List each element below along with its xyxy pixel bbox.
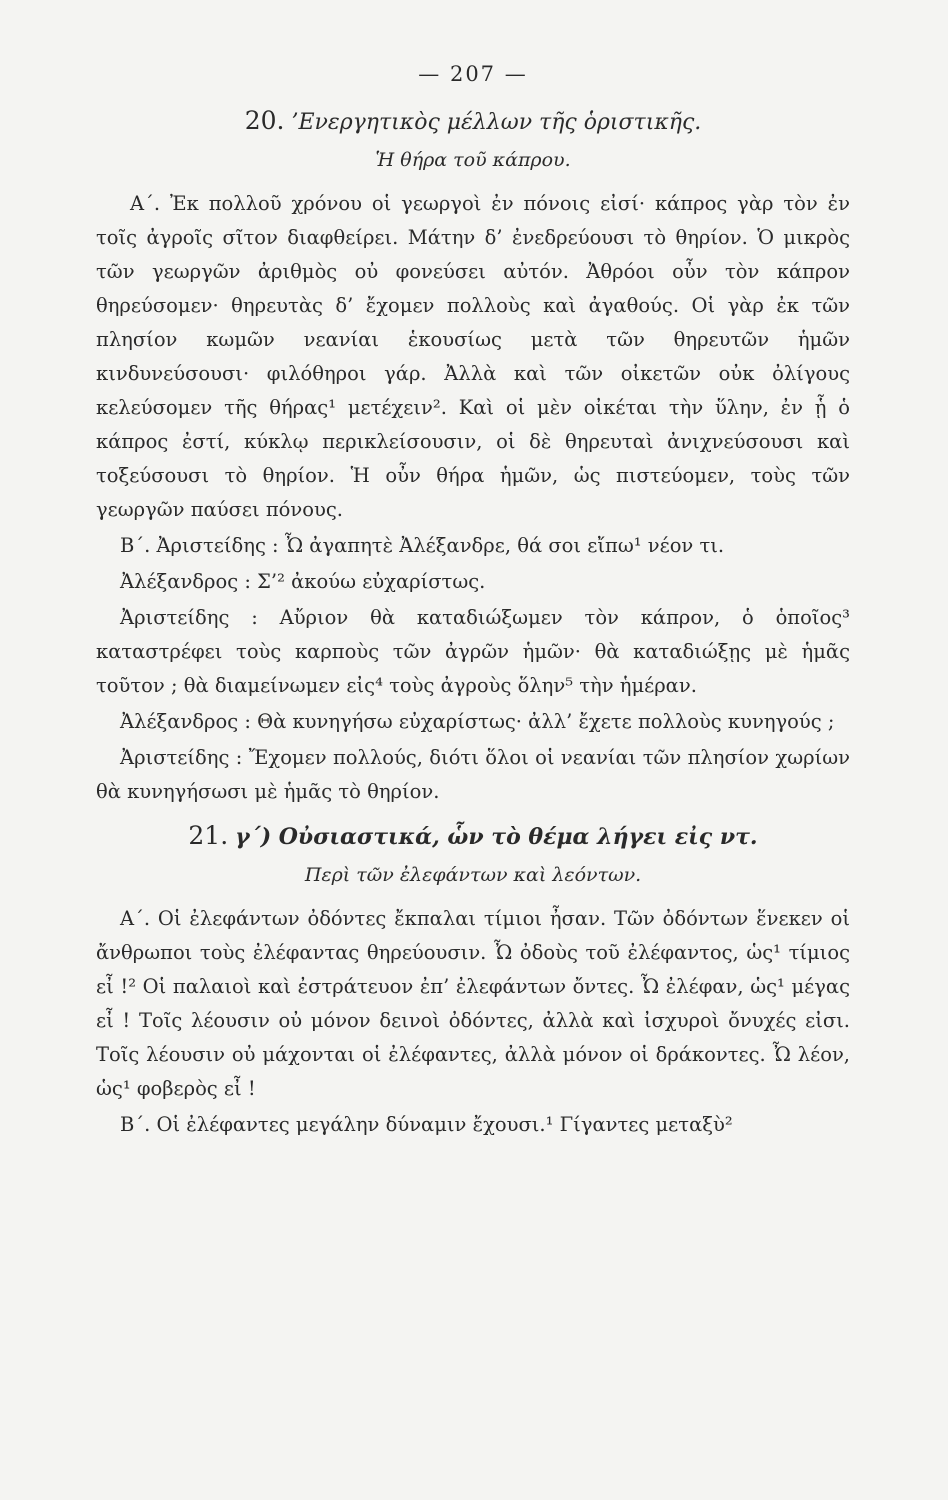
section-21-subtitle: Περὶ τῶν ἐλεφάντων καὶ λεόντων. — [304, 864, 642, 886]
dialogue-line: Ἀλέξανδρος : Σ’² ἀκούω εὐχαρίστως. — [120, 570, 486, 593]
section-21-number: 21. — [188, 821, 229, 850]
section-20-number: 20. — [244, 106, 285, 135]
dialogue-line: Ἀριστείδης : Ἔχομεν πολλούς, διότι ὅλοι οἱ νεανίαι τῶν πλησίον χωρίων θὰ κυνηγήσωσι μὲ ἡμᾶς τὸ θηρίον. — [96, 746, 850, 803]
dialogue-line: Ἀλέξανδρος : Θὰ κυνηγήσω εὐχαρίστως· ἀλλ’ ἔχετε πολλοὺς κυνηγούς ; — [120, 710, 835, 733]
section-21-paragraph-b: Β΄. Οἱ ἐλέφαντες μεγάλην δύναμιν ἔχουσι.¹ Γίγαντες μεταξὺ² — [120, 1113, 733, 1136]
section-20-subtitle: Ἡ θήρα τοῦ κάπρου. — [375, 149, 571, 171]
section-20-heading — [96, 106, 850, 135]
section-21-heading — [96, 821, 850, 850]
section-20-paragraph-a: Α΄. Ἐκ πολλοῦ χρόνου οἱ γεωργοὶ ἐν πόνοις εἰσί· κάπρος γὰρ τὸν ἐν τοῖς ἀγροῖς σῖτον διαφθείρει. Μάτην δ’ ἐνεδρεύουσι τὸ θηρίον. Ὁ μικρὸς τῶν γεωργῶν ἀριθμὸς οὐ φονεύσει αὐτόν. Ἀθρόοι οὖν τὸν κάπρον θηρεύσομεν· θηρευτὰς δ’ ἔχομεν πολλοὺς καὶ ἀγαθούς. Οἱ γὰρ ἐκ τῶν πλησίον κωμῶν νεανίαι ἑκουσίως μετὰ τῶν θηρευτῶν ἡμῶν κινδυνεύσουσι· φιλόθηροι γάρ. Ἀλλὰ καὶ τῶν οἰκετῶν οὐκ ὀλίγους κελεύσομεν τῆς θήρας¹ μετέχειν². Καὶ οἱ μὲν οἰκέται τὴν ὕλην, ἐν ᾗ ὁ κάπρος ἐστί, κύκλῳ περικλείσουσιν, οἱ δὲ θηρευταὶ ἀνιχνεύσουσι καὶ τοξεύσουσι τὸ θηρίον. Ἡ οὖν θήρα ἡμῶν, ὡς πιστεύομεν, τοὺς τῶν γεωργῶν παύσει πόνους. — [96, 192, 850, 521]
dialogue-line: Β΄. Ἀριστείδης : Ὦ ἀγαπητὲ Ἀλέξανδρε, θά σοι εἴπω¹ νέον τι. — [120, 534, 725, 557]
section-21-title: γ΄) Οὐσιαστικά, ὧν τὸ θέμα λήγει εἰς ντ. — [235, 824, 758, 850]
dialogue-line: Ἀριστείδης : Αὔριον θὰ καταδιώξωμεν τὸν κάπρον, ὁ ὁποῖος³ καταστρέφει τοὺς καρποὺς τῶν ἀγρῶν ἡμῶν· θὰ καταδιώξῃς μὲ ἡμᾶς τοῦτον ; θὰ διαμείνωμεν εἰς⁴ τοὺς ἀγροὺς ὅλην⁵ τὴν ἡμέραν. — [96, 606, 850, 697]
section-21-paragraph-a: Α΄. Οἱ ἐλεφάντων ὀδόντες ἔκπαλαι τίμιοι ἦσαν. Τῶν ὀδόντων ἕνεκεν οἱ ἄνθρωποι τοὺς ἐλέφαντας θηρεύουσιν. Ὦ ὀδοὺς τοῦ ἐλέφαντος, ὡς¹ τίμιος εἶ !² Οἱ παλαιοὶ καὶ ἐστράτευον ἐπ’ ἐλεφάντων ὄντες. Ὦ ἐλέφαν, ὡς¹ μέγας εἶ ! Τοῖς λέουσιν οὐ μόνον δεινοὶ ὀδόντες, ἀλλὰ καὶ ἰσχυροὶ ὄνυχές εἰσι. Τοῖς λέουσιν οὐ μάχονται οἱ ἐλέφαντες, ἀλλὰ μόνον οἱ δράκοντες. Ὦ λέον, ὡς¹ φοβερὸς εἶ ! — [96, 907, 850, 1100]
page-number: — 207 — — [418, 62, 528, 86]
section-20-title: ’Ενεργητικὸς μέλλων τῆς ὁριστικῆς. — [291, 110, 702, 135]
